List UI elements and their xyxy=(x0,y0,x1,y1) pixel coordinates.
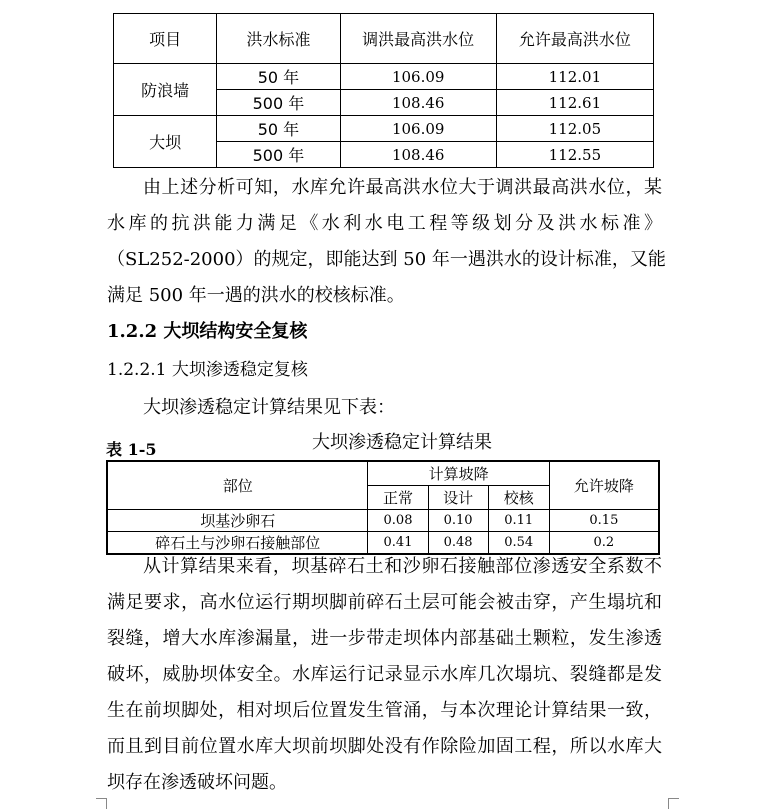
header-cell: 计算坡降 xyxy=(368,461,549,485)
text-line: 裂缝，增大水库渗漏量，进一步带走坝体内部基础土颗粒，发生渗透 xyxy=(107,628,662,649)
subsection-heading: 1.2.2.1 大坝渗透稳定复核 xyxy=(107,360,308,380)
calc-level-cell: 106.09 xyxy=(340,64,496,90)
calc-level-cell: 106.09 xyxy=(340,116,496,142)
header-cell: 允许最高洪水位 xyxy=(496,14,653,64)
standard-cell: 500 年 xyxy=(217,142,340,168)
text-line: 而且到目前位置水库大坝前坝脚处没有作除险加固工程，所以水库大 xyxy=(107,736,662,757)
group-name-cell: 防浪墙 xyxy=(114,64,217,116)
conclusion-paragraph xyxy=(107,549,662,801)
header-cell: 调洪最高洪水位 xyxy=(340,14,496,64)
text-line: 满足 500 年一遇的洪水的校核标准。 xyxy=(107,285,405,306)
section-heading: 1.2.2 大坝结构安全复核 xyxy=(107,321,308,342)
group-name-cell: 大坝 xyxy=(114,116,217,168)
seepage-table xyxy=(106,460,660,555)
subheader-cell: 设计 xyxy=(428,485,488,509)
text-line: 由上述分析可知，水库允许最高洪水位大于调洪最高洪水位，某 xyxy=(143,177,662,198)
intro-text: 大坝渗透稳定计算结果见下表： xyxy=(143,397,395,418)
allow-level-cell: 112.05 xyxy=(496,116,653,142)
text-line: 破坏，威胁坝体安全。水库运行记录显示水库几次塌坑、裂缝都是发 xyxy=(107,664,662,685)
header-cell: 项目 xyxy=(114,14,217,64)
subheader-cell: 校核 xyxy=(488,485,549,509)
standard-cell: 500 年 xyxy=(217,90,340,116)
table-label: 表 1-5 xyxy=(106,440,157,459)
part-cell: 坝基沙卵石 xyxy=(107,509,368,531)
header-cell: 洪水标准 xyxy=(217,14,340,64)
table-row xyxy=(114,64,654,90)
value-cell: 0.48 xyxy=(428,531,488,554)
text-line: 坝存在渗透破坏问题。 xyxy=(107,772,287,793)
page-corner-mark xyxy=(96,798,107,809)
standard-cell: 50 年 xyxy=(217,116,340,142)
header-cell: 部位 xyxy=(107,461,368,509)
table-row xyxy=(114,116,654,142)
value-cell: 0.15 xyxy=(549,509,659,531)
value-cell: 0.08 xyxy=(368,509,428,531)
text-line: （SL252-2000）的规定，即能达到 50 年一遇洪水的设计标准，又能 xyxy=(107,249,666,270)
allow-level-cell: 112.55 xyxy=(496,142,653,168)
header-cell: 允许坡降 xyxy=(549,461,659,509)
flood-level-table xyxy=(113,13,654,168)
text-line: 满足要求，高水位运行期坝脚前碎石土层可能会被击穿，产生塌坑和 xyxy=(107,592,662,613)
table-header-row xyxy=(114,14,654,64)
part-cell: 碎石土与沙卵石接触部位 xyxy=(107,531,368,554)
table-title: 大坝渗透稳定计算结果 xyxy=(312,432,492,453)
table-row xyxy=(107,509,659,531)
value-cell: 0.10 xyxy=(428,509,488,531)
value-cell: 0.41 xyxy=(368,531,428,554)
value-cell: 0.54 xyxy=(488,531,549,554)
analysis-paragraph xyxy=(107,170,666,314)
calc-level-cell: 108.46 xyxy=(340,142,496,168)
allow-level-cell: 112.61 xyxy=(496,90,653,116)
text-line: 从计算结果来看，坝基碎石土和沙卵石接触部位渗透安全系数不 xyxy=(143,556,662,577)
page-corner-mark xyxy=(668,798,679,809)
text-line: 生在前坝脚处，相对坝后位置发生管涌，与本次理论计算结果一致， xyxy=(107,700,662,721)
value-cell: 0.11 xyxy=(488,509,549,531)
calc-level-cell: 108.46 xyxy=(340,90,496,116)
standard-cell: 50 年 xyxy=(217,64,340,90)
allow-level-cell: 112.01 xyxy=(496,64,653,90)
subheader-cell: 正常 xyxy=(368,485,428,509)
value-cell: 0.2 xyxy=(549,531,659,554)
text-line: 水库的抗洪能力满足《水利水电工程等级划分及洪水标准》 xyxy=(107,213,662,234)
table-header-row xyxy=(107,461,659,485)
